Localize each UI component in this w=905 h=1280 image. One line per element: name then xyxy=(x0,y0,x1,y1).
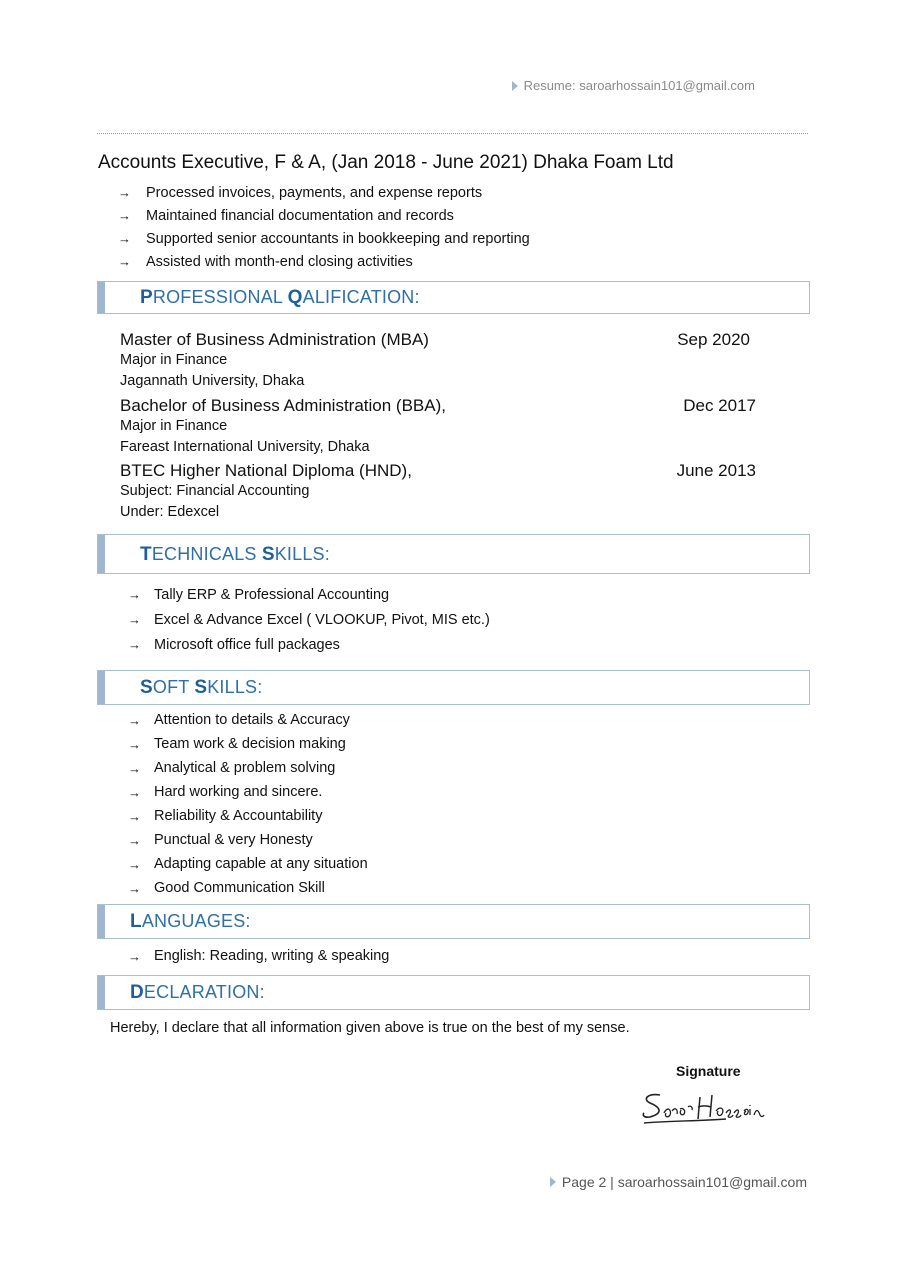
section-title: SOFT SKILLS: xyxy=(140,677,263,698)
list-item: → English: Reading, writing & speaking xyxy=(98,944,389,968)
declaration-text: Hereby, I declare that all information given above is true on the best of my sense. xyxy=(110,1020,630,1036)
section-title: TECHNICALS SKILLS: xyxy=(140,544,330,565)
list-item: → Reliability & Accountability xyxy=(98,804,368,828)
degree-major: Major in Finance xyxy=(120,352,228,368)
section-header-languages xyxy=(97,904,810,939)
arrow-icon: → xyxy=(128,856,141,872)
triangle-bullet-icon xyxy=(550,1177,556,1187)
list-item: → Assisted with month-end closing activities xyxy=(98,250,530,273)
soft-skills-list xyxy=(98,708,368,900)
section-header-technical-skills xyxy=(97,534,810,574)
degree-date: Dec 2017 xyxy=(683,396,756,415)
triangle-bullet-icon xyxy=(512,81,518,91)
section-title: LANGUAGES: xyxy=(130,911,251,932)
header-tag-text: Resume: saroarhossain101@gmail.com xyxy=(523,78,755,93)
section-header-soft-skills xyxy=(97,670,810,705)
section-header-declaration xyxy=(97,975,810,1010)
degree-subject: Subject: Financial Accounting xyxy=(120,483,310,499)
education-item xyxy=(120,330,756,392)
arrow-icon: → xyxy=(128,808,141,824)
page-footer xyxy=(550,1174,807,1190)
list-item: → Maintained financial documentation and records xyxy=(98,204,530,227)
arrow-icon: → xyxy=(128,637,141,652)
job-title: Accounts Executive, F & A, (Jan 2018 - June 2021) Dhaka Foam Ltd xyxy=(98,152,674,173)
arrow-icon: → xyxy=(118,231,131,246)
arrow-icon: → xyxy=(128,712,141,728)
arrow-icon: → xyxy=(128,760,141,776)
arrow-icon: → xyxy=(128,612,141,627)
list-item: → Excel & Advance Excel ( VLOOKUP, Pivot, MIS etc.) xyxy=(98,607,490,632)
section-title: PROFESSIONAL QALIFICATION: xyxy=(140,287,420,308)
section-accent xyxy=(98,535,105,573)
degree-date: June 2013 xyxy=(676,461,756,480)
education-item xyxy=(120,396,756,458)
handwritten-signature-icon xyxy=(638,1085,778,1135)
list-item: → Microsoft office full packages xyxy=(98,632,490,657)
arrow-icon: → xyxy=(118,254,131,269)
arrow-icon: → xyxy=(128,832,141,848)
arrow-icon: → xyxy=(128,736,141,752)
header-divider xyxy=(97,133,808,134)
list-item: → Attention to details & Accuracy xyxy=(98,708,368,732)
arrow-icon: → xyxy=(128,880,141,896)
list-item: → Hard working and sincere. xyxy=(98,780,368,804)
degree-name: Bachelor of Business Administration (BBA), xyxy=(120,396,446,415)
list-item: → Tally ERP & Professional Accounting xyxy=(98,582,490,607)
section-accent xyxy=(98,671,105,704)
signature-label: Signature xyxy=(676,1063,741,1079)
section-title: DECLARATION: xyxy=(130,982,265,1003)
section-accent xyxy=(98,905,105,938)
degree-awarding-body: Under: Edexcel xyxy=(120,504,220,520)
arrow-icon: → xyxy=(128,948,141,964)
languages-list xyxy=(98,944,389,968)
list-item: → Good Communication Skill xyxy=(98,876,368,900)
technical-skills-list xyxy=(98,582,490,657)
arrow-icon: → xyxy=(118,185,131,200)
arrow-icon: → xyxy=(118,208,131,223)
arrow-icon: → xyxy=(128,587,141,602)
section-header-qualification xyxy=(97,281,810,314)
section-accent xyxy=(98,282,105,313)
degree-name: Master of Business Administration (MBA) xyxy=(120,330,429,349)
list-item: → Punctual & very Honesty xyxy=(98,828,368,852)
education-item xyxy=(120,461,756,523)
degree-institution: Jagannath University, Dhaka xyxy=(120,373,305,389)
job-bullet-list xyxy=(98,181,530,273)
footer-text: Page 2 | saroarhossain101@gmail.com xyxy=(561,1174,807,1190)
degree-major: Major in Finance xyxy=(120,418,228,434)
degree-name: BTEC Higher National Diploma (HND), xyxy=(120,461,412,480)
arrow-icon: → xyxy=(128,784,141,800)
list-item: → Processed invoices, payments, and expense reports xyxy=(98,181,530,204)
section-accent xyxy=(98,976,105,1009)
list-item: → Team work & decision making xyxy=(98,732,368,756)
list-item: → Supported senior accountants in bookkeeping and reporting xyxy=(98,227,530,250)
list-item: → Adapting capable at any situation xyxy=(98,852,368,876)
signature-image xyxy=(638,1085,778,1140)
list-item: → Analytical & problem solving xyxy=(98,756,368,780)
header-tag xyxy=(512,78,755,93)
degree-date: Sep 2020 xyxy=(677,330,750,349)
degree-institution: Fareast International University, Dhaka xyxy=(120,439,370,455)
